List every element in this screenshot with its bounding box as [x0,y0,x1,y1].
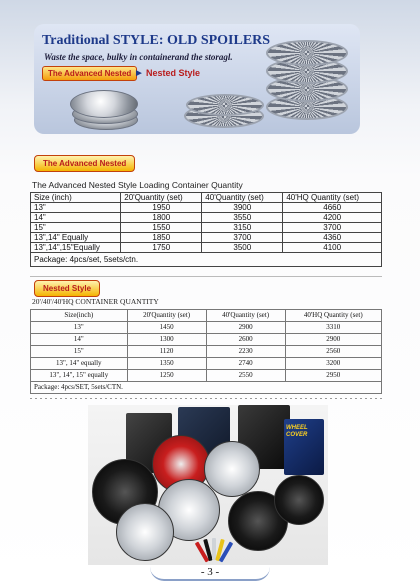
hero-title: Traditional STYLE: OLD SPOILERS [42,33,271,48]
qty-40hq-cell: 2900 [285,334,381,346]
size-cell: 13" [31,203,121,213]
advanced-nested-table [30,192,382,267]
section2-caption: 20'/40'/40'HQ CONTAINER QUANTITY [32,297,159,306]
table-row [31,346,382,358]
qty-40-cell: 2900 [206,322,285,334]
qty-40hq-cell: 2950 [285,370,381,382]
qty-40hq-cell: 4660 [283,203,382,213]
table-row [31,213,382,223]
qty-40hq-cell: 4100 [283,243,382,253]
silver-wheel-cover-image [204,441,260,497]
package-row [31,382,382,394]
silver-wheel-cover-image [116,503,174,561]
wire-hubcap-image [186,94,264,116]
qty-40-cell: 2230 [206,346,285,358]
hero-banner [34,24,360,134]
column-header: Size(inch) [31,310,128,322]
arrow-icon: ► [134,68,144,79]
qty-40-cell: 2740 [206,358,285,370]
table-header-row [31,193,382,203]
packaging-box-image [284,419,324,475]
page-number: - 3 - [200,566,220,578]
qty-20-cell: 1800 [121,213,202,223]
qty-20-cell: 1550 [121,223,202,233]
divider [30,276,382,277]
qty-40hq-cell: 3200 [285,358,381,370]
section-tag-nested: Nested Style [34,280,100,297]
package-note: Package: 4pcs/set, 5sets/ctn. [31,253,382,267]
qty-40-cell: 2550 [206,370,285,382]
qty-20-cell: 1120 [127,346,206,358]
dotted-divider [30,398,382,399]
column-header: 40'Quantity (set) [202,193,283,203]
size-cell: 14" [31,213,121,223]
black-wheel-cover-image [274,475,324,525]
section-tag-advanced: The Advanced Nested [34,155,135,172]
size-cell: 13", 14" equally [31,358,128,370]
qty-40-cell: 3900 [202,203,283,213]
wire-hubcap-image [266,40,348,66]
size-cell: 13",14" Equally [31,233,121,243]
qty-40-cell: 3700 [202,233,283,243]
product-photo [88,405,328,565]
qty-40-cell: 3150 [202,223,283,233]
size-cell: 15" [31,223,121,233]
qty-20-cell: 1750 [121,243,202,253]
qty-20-cell: 1950 [121,203,202,213]
qty-20-cell: 1300 [127,334,206,346]
qty-40-cell: 3550 [202,213,283,223]
size-cell: 13",14",15"Equally [31,243,121,253]
nested-style-tag: Nested Style [146,68,201,78]
advanced-nested-tag: The Advanced Nested [42,66,137,81]
size-cell: 15" [31,346,128,358]
size-cell: 13", 14", 15" equally [31,370,128,382]
qty-40-cell: 2600 [206,334,285,346]
package-row [31,253,382,267]
column-header: 40'HQ Quantity (set) [285,310,381,322]
table-row [31,233,382,243]
qty-20-cell: 1250 [127,370,206,382]
nested-style-table [30,309,382,394]
table-row [31,203,382,213]
hubcap-image [70,90,138,118]
table-row [31,243,382,253]
size-cell: 13" [31,322,128,334]
box-label: WHEEL COVER [286,425,308,438]
qty-20-cell: 1850 [121,233,202,243]
table-row [31,334,382,346]
qty-40hq-cell: 4200 [283,213,382,223]
section1-caption: The Advanced Nested Style Loading Container Quantity [32,180,243,190]
qty-20-cell: 1350 [127,358,206,370]
qty-20-cell: 1450 [127,322,206,334]
column-header: Size (inch) [31,193,121,203]
qty-40-cell: 3500 [202,243,283,253]
package-note: Package: 4pcs/SET, 5sets/CTN. [31,382,382,394]
table-row [31,322,382,334]
table-row [31,358,382,370]
column-header: 40'HQ Quantity (set) [283,193,382,203]
hero-subtitle: Waste the space, bulky in containerand the storagl. [44,52,233,62]
qty-40hq-cell: 3700 [283,223,382,233]
table-row [31,223,382,233]
size-cell: 14" [31,334,128,346]
table-row [31,370,382,382]
table-header-row [31,310,382,322]
qty-40hq-cell: 2560 [285,346,381,358]
column-header: 40'Quantity (set) [206,310,285,322]
column-header: 20'Quantity (set) [121,193,202,203]
qty-40hq-cell: 3310 [285,322,381,334]
qty-40hq-cell: 4360 [283,233,382,243]
column-header: 20'Quantity (set) [127,310,206,322]
